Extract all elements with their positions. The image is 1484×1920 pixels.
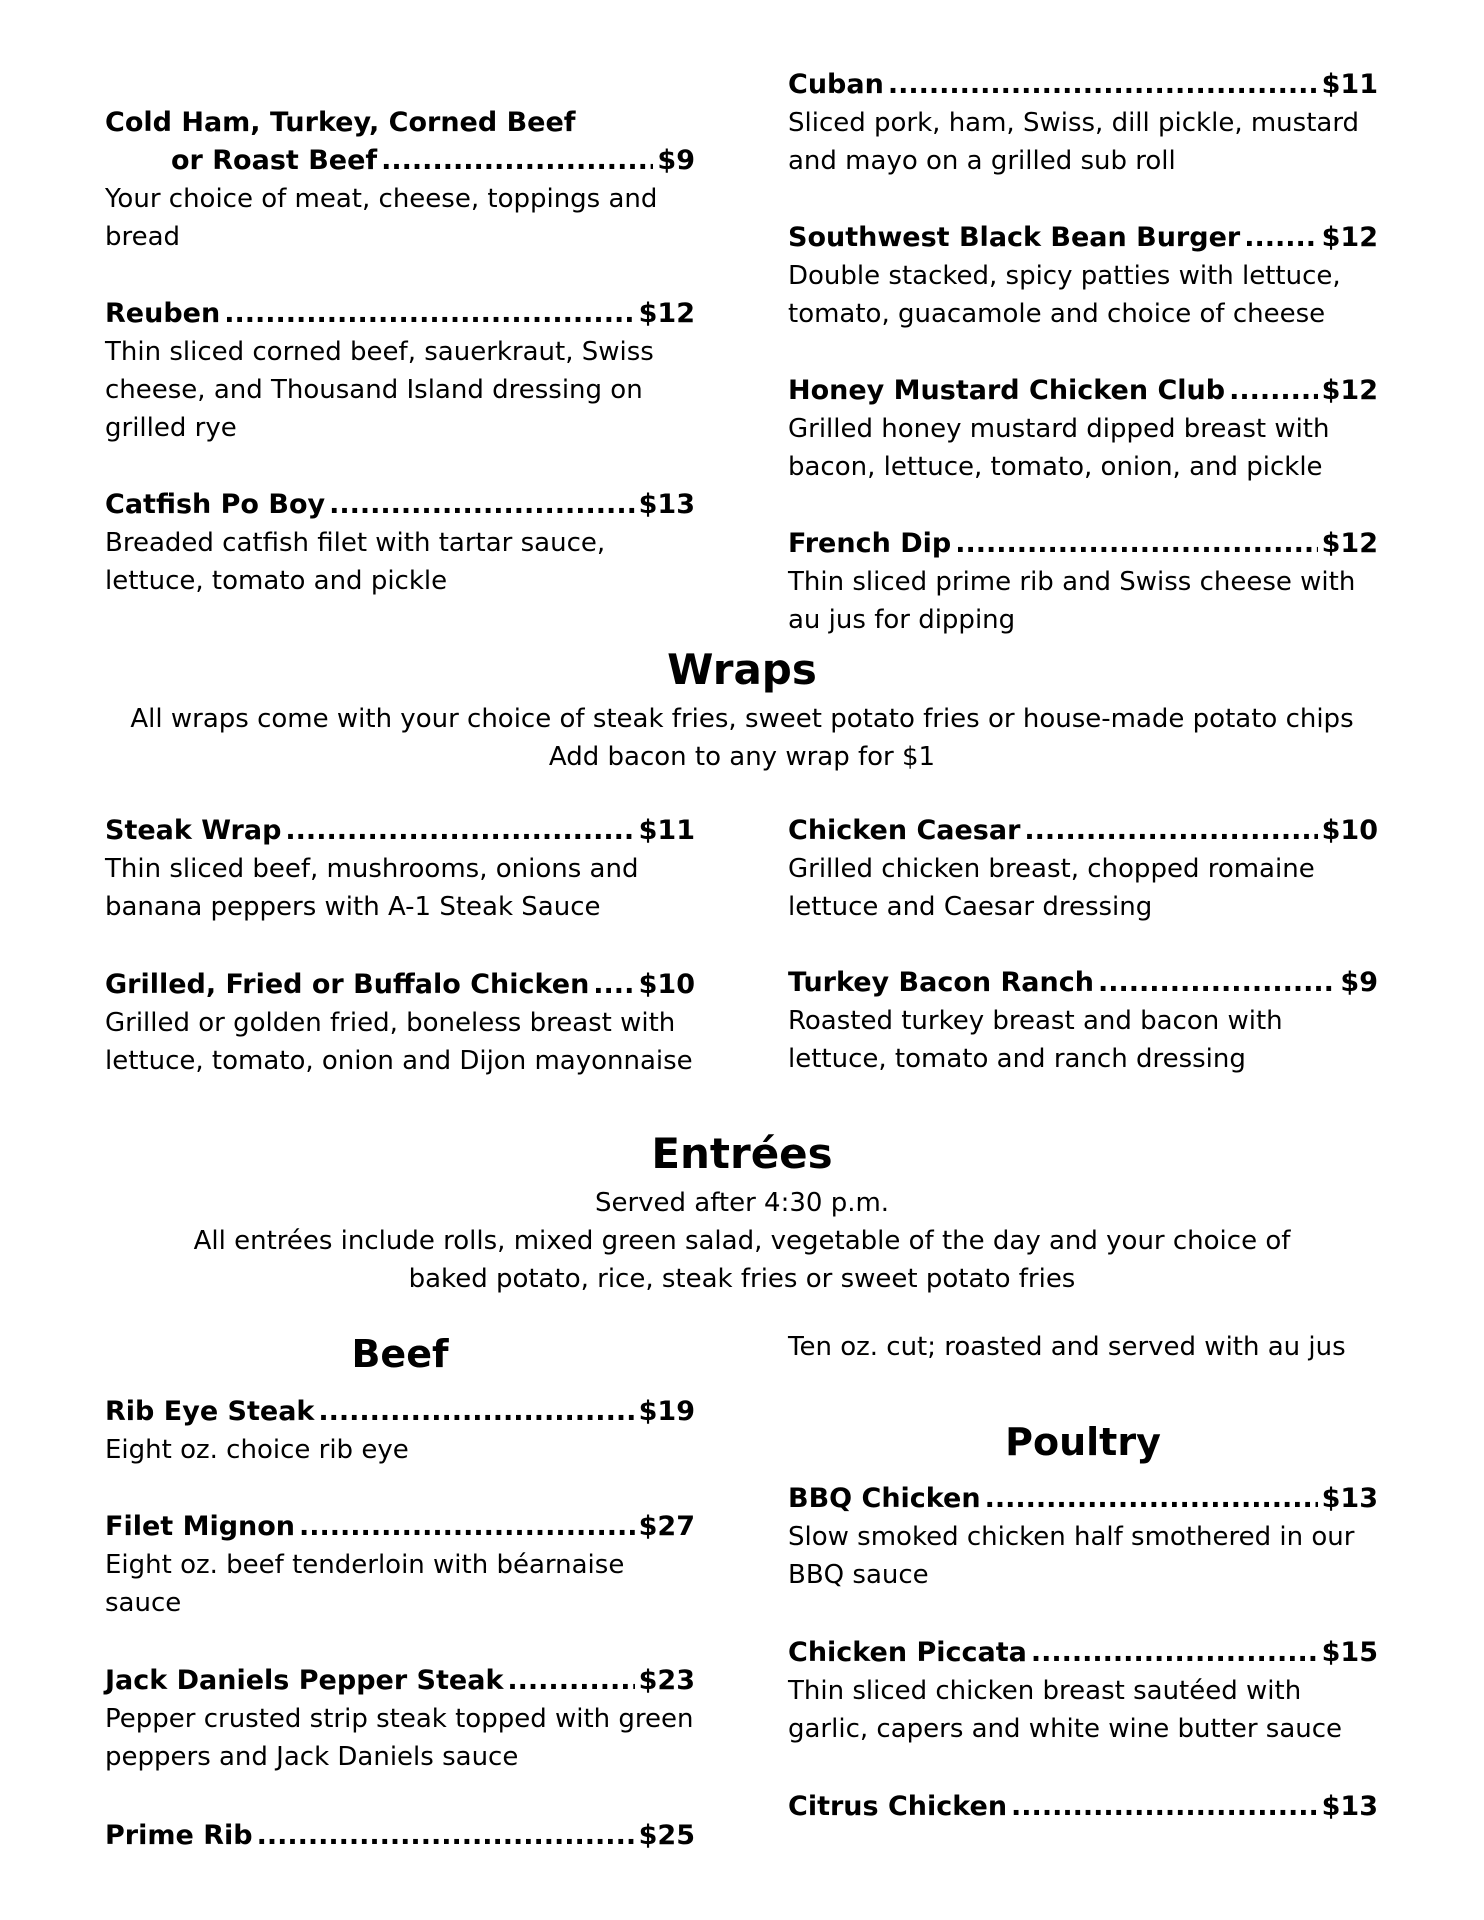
- menu-item: [788, 372, 1378, 486]
- item-header: [105, 1662, 695, 1700]
- item-name: Southwest Black Bean Burger: [788, 222, 1241, 253]
- item-name: Citrus Chicken: [788, 1791, 1008, 1822]
- leader-dots: [299, 1508, 635, 1546]
- menu-item: [788, 219, 1378, 333]
- item-description: Grilled honey mustard dipped breast with bacon, lettuce, tomato, onion, and pickle: [788, 414, 1330, 482]
- item-header: [788, 372, 1378, 410]
- item-price: $11: [1321, 69, 1378, 100]
- item-name: Chicken Piccata: [788, 1637, 1027, 1668]
- menu-item: [105, 104, 695, 256]
- leader-dots: [381, 142, 653, 180]
- item-price: $15: [1321, 1637, 1378, 1668]
- menu-item: [788, 525, 1378, 639]
- menu-item: [788, 1480, 1378, 1594]
- menu-item: [788, 964, 1378, 1078]
- item-price: $25: [638, 1820, 695, 1851]
- item-name: Cuban: [788, 69, 884, 100]
- item-header: [788, 1480, 1378, 1518]
- item-price: $12: [638, 298, 695, 329]
- section-note: Add bacon to any wrap for $1: [548, 742, 936, 772]
- leader-dots: [1244, 219, 1317, 257]
- item-description: Your choice of meat, cheese, toppings and bread: [105, 184, 658, 252]
- item-price: $11: [638, 815, 695, 846]
- item-price: $9: [657, 145, 695, 176]
- section-title-entrees: Entrées: [651, 1129, 833, 1178]
- item-header: [105, 1817, 695, 1855]
- leader-dots: [1031, 1634, 1318, 1672]
- menu-item: [105, 1508, 695, 1622]
- item-header: [105, 1393, 695, 1431]
- item-header: [105, 966, 695, 1004]
- leader-dots: [224, 295, 634, 333]
- section-note: All wraps come with your choice of steak fries, sweet potato fries or house-made potato chips: [130, 704, 1354, 734]
- leader-dots: [1098, 964, 1336, 1002]
- item-price: $12: [1321, 375, 1378, 406]
- item-name: Grilled, Fried or Buffalo Chicken: [105, 969, 590, 1000]
- item-price: $13: [1321, 1791, 1378, 1822]
- item-name: French Dip: [788, 528, 952, 559]
- item-description: Pepper crusted strip steak topped with green peppers and Jack Daniels sauce: [105, 1704, 694, 1772]
- item-description: Thin sliced chicken breast sautéed with garlic, capers and white wine butter sauce: [788, 1676, 1343, 1744]
- item-price: $10: [1321, 815, 1378, 846]
- item-description: Breaded catfish filet with tartar sauce, lettuce, tomato and pickle: [105, 528, 606, 596]
- item-header: [105, 486, 695, 524]
- leader-dots: [593, 966, 634, 1004]
- leader-dots: [888, 66, 1318, 104]
- item-header: [105, 295, 695, 333]
- item-description: Eight oz. choice rib eye: [105, 1435, 409, 1465]
- menu-item: [105, 486, 695, 600]
- item-header: [788, 525, 1378, 563]
- item-name: Honey Mustard Chicken Club: [788, 375, 1226, 406]
- item-header: [788, 1788, 1378, 1826]
- item-price: $10: [638, 969, 695, 1000]
- item-description: Thin sliced prime rib and Swiss cheese with au jus for dipping: [788, 567, 1356, 635]
- menu-item: [788, 812, 1378, 926]
- item-price: $13: [638, 489, 695, 520]
- item-header: [788, 1634, 1378, 1672]
- item-description: Roasted turkey breast and bacon with lettuce, tomato and ranch dressing: [788, 1006, 1283, 1074]
- leader-dots: [507, 1662, 634, 1700]
- menu-item: [105, 1817, 695, 1855]
- item-description: Slow smoked chicken half smothered in our BBQ sauce: [788, 1522, 1355, 1590]
- leader-dots: [1024, 812, 1317, 850]
- leader-dots: [318, 1393, 634, 1431]
- item-description: Thin sliced beef, mushrooms, onions and banana peppers with A-1 Steak Sauce: [105, 854, 639, 922]
- leader-dots: [955, 525, 1317, 563]
- item-header: [788, 812, 1378, 850]
- item-description-continued: [788, 1328, 1378, 1366]
- leader-dots: [1011, 1788, 1318, 1826]
- item-name: or Roast Beef: [171, 145, 378, 176]
- menu-item: [788, 1788, 1378, 1826]
- item-name: Prime Rib: [105, 1820, 253, 1851]
- subsection-title-beef: Beef: [351, 1332, 449, 1376]
- item-name: BBQ Chicken: [788, 1483, 981, 1514]
- item-header: [105, 1508, 695, 1546]
- item-name: Catfish Po Boy: [105, 489, 326, 520]
- menu-item: [105, 295, 695, 447]
- subsection-title-poultry: Poultry: [1005, 1420, 1161, 1464]
- item-name: Chicken Caesar: [788, 815, 1021, 846]
- menu-item: [105, 1393, 695, 1469]
- item-price: $13: [1321, 1483, 1378, 1514]
- item-name: Steak Wrap: [105, 815, 282, 846]
- item-price: $12: [1321, 222, 1378, 253]
- section-title-wraps: Wraps: [667, 645, 817, 694]
- section-note: All entrées include rolls, mixed green salad, vegetable of the day and your choice of: [193, 1226, 1291, 1256]
- item-price: $19: [638, 1396, 695, 1427]
- item-description: Ten oz. cut; roasted and served with au jus: [788, 1332, 1346, 1362]
- item-description: Grilled chicken breast, chopped romaine lettuce and Caesar dressing: [788, 854, 1315, 922]
- menu-item: [105, 966, 695, 1080]
- item-header: [788, 66, 1378, 104]
- item-name: Reuben: [105, 298, 221, 329]
- leader-dots: [985, 1480, 1318, 1518]
- section-note: Served after 4:30 p.m.: [594, 1188, 890, 1218]
- item-name-line1: Cold Ham, Turkey, Corned Beef: [105, 107, 576, 138]
- item-header: [105, 142, 695, 180]
- item-price: $12: [1321, 528, 1378, 559]
- item-name: Turkey Bacon Ranch: [788, 967, 1094, 998]
- item-name: Jack Daniels Pepper Steak: [105, 1665, 504, 1696]
- item-price: $23: [638, 1665, 695, 1696]
- item-price: $27: [638, 1511, 695, 1542]
- leader-dots: [257, 1817, 635, 1855]
- section-note: baked potato, rice, steak fries or sweet potato fries: [408, 1264, 1076, 1294]
- item-description: Grilled or golden fried, boneless breast with lettuce, tomato, onion and Dijon mayonnaise: [105, 1008, 693, 1076]
- item-description: Eight oz. beef tenderloin with béarnaise sauce: [105, 1550, 625, 1618]
- item-name: Rib Eye Steak: [105, 1396, 315, 1427]
- menu-item: [105, 812, 695, 926]
- menu-item: [105, 1662, 695, 1776]
- item-description: Sliced pork, ham, Swiss, dill pickle, mustard and mayo on a grilled sub roll: [788, 108, 1360, 176]
- leader-dots: [1229, 372, 1318, 410]
- menu-item: [788, 66, 1378, 180]
- leader-dots: [329, 486, 635, 524]
- menu-item: [788, 1634, 1378, 1748]
- item-header: [788, 219, 1378, 257]
- item-description: Thin sliced corned beef, sauerkraut, Swiss cheese, and Thousand Island dressing on grilled rye: [105, 337, 654, 443]
- item-name: Filet Mignon: [105, 1511, 296, 1542]
- item-price: $9: [1340, 967, 1378, 998]
- item-header: [788, 964, 1378, 1002]
- leader-dots: [285, 812, 634, 850]
- item-description: Double stacked, spicy patties with lettuce, tomato, guacamole and choice of cheese: [788, 261, 1341, 329]
- item-header: [105, 812, 695, 850]
